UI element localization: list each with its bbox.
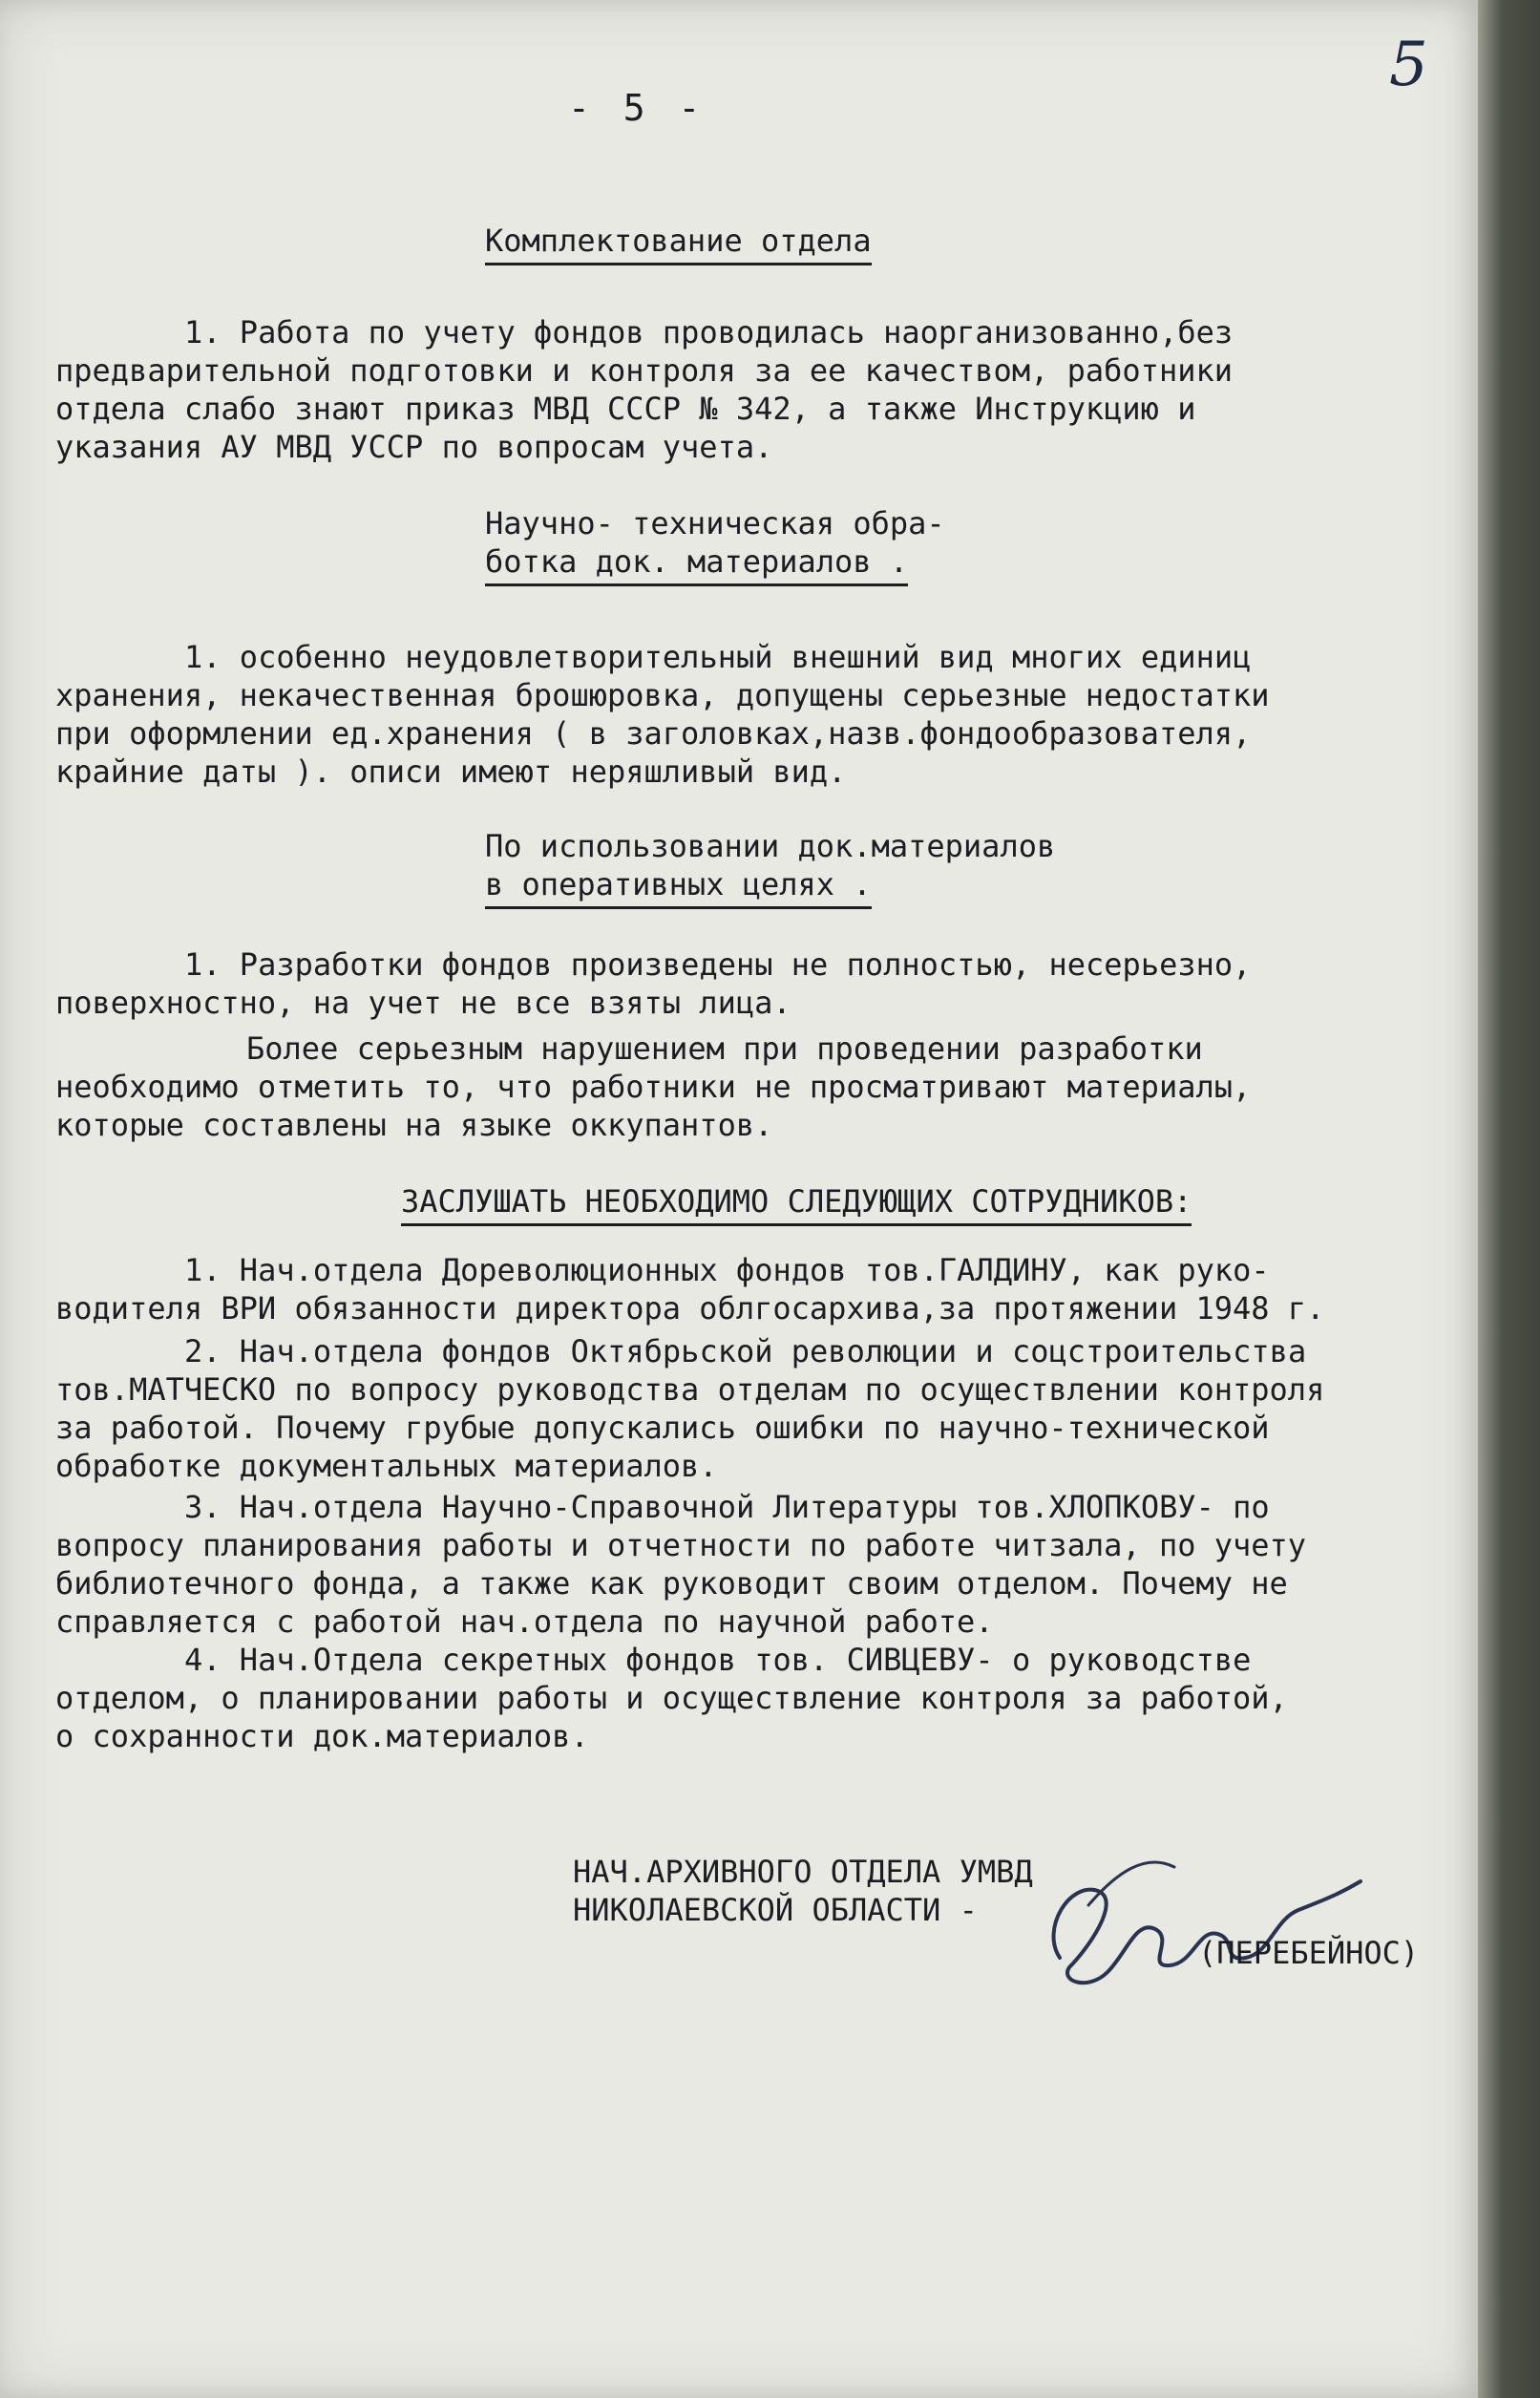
signature-title-line: НИКОЛАЕВСКОЙ ОБЛАСТИ - [573,1892,978,1928]
text-line: при оформлении ед.хранения ( в заголовках,назв.фондообразователя, [55,715,1252,752]
signature-title-line: НАЧ.АРХИВНОГО ОТДЕЛА УМВД [573,1854,1033,1890]
signature-title [573,1853,1033,1929]
text-line: поверхностно, на учет не все взяты лица. [55,985,791,1021]
section-title-usage [485,827,1055,903]
section-title-acquisition [485,222,872,260]
section-title-line: ботка док. материалов . [485,543,908,586]
text-line: 2. Нач.отдела фондов Октябрьской революции и соцстроительства [184,1333,1307,1369]
section-title-line: По использовании док.материалов [485,828,1056,864]
text-line: необходимо отметить то, что работники не просматривают материалы, [55,1069,1252,1105]
signatory-name: (ПЕРЕБЕЙНОС) [1198,1935,1420,1971]
text-line: 4. Нач.Отдела секретных фондов тов. СИВЦЕВУ- о руководстве [184,1642,1252,1678]
hearing-item-2 [55,1332,1324,1485]
page-edge-shadow [1478,0,1540,2398]
text-line: 3. Нач.отдела Научно-Справочной Литературы тов.ХЛОПКОВУ- по [184,1489,1270,1525]
section-title-text: Комплектование отдела [485,223,872,265]
text-line: Более серьезным нарушением при проведении разработки [246,1030,1203,1067]
text-line: тов.МАТЧЕСКО по вопросу руководства отделам по осуществлении контроля [55,1371,1325,1408]
hearing-item-3 [55,1488,1306,1641]
text-line: вопросу планирования работы и отчетности по работе читзала, по учету [55,1527,1307,1563]
paragraph-acquisition-1 [55,313,1233,466]
text-line: 1. Нач.отдела Дореволюционных фондов тов.ГАЛДИНУ, как руко- [184,1252,1270,1288]
hearing-item-1 [55,1251,1324,1327]
handwritten-signature [1031,1814,1365,2005]
text-line: которые составлены на языке оккупантов. [55,1107,773,1143]
text-line: библиотечного фонда, а также как руководит своим отделом. Почему не [55,1565,1288,1602]
text-line: указания АУ МВД УССР по вопросам учета. [55,429,773,465]
section-title-processing [485,504,945,581]
page-number: - 5 - [568,87,707,129]
text-line: крайние даты ). описи имеют неряшливый вид. [55,753,847,790]
text-line: отдела слабо знают приказ МВД СССР № 342, а также Инструкцию и [55,391,1196,427]
text-line: обработке документальных материалов. [55,1448,718,1484]
handwritten-page-number: 5 [1389,30,1428,100]
hearing-title [401,1182,1192,1220]
text-line: за работой. Почему грубые допускались ошибки по научно-технической [55,1410,1270,1446]
text-line: о сохранности док.материалов. [55,1718,589,1754]
text-line: хранения, некачественная брошюровка, допущены серьезные недостатки [55,677,1270,713]
text-line: 1. Разработки фондов произведены не полностью, несерьезно, [184,946,1252,983]
section-title-line: в оперативных целях . [485,866,872,909]
hearing-title-text: ЗАСЛУШАТЬ НЕОБХОДИМО СЛЕДУЮЩИХ СОТРУДНИКОВ: [401,1183,1192,1226]
paragraph-processing-1 [55,638,1270,791]
text-line: предварительной подготовки и контроля за ее качеством, работники [55,352,1233,389]
text-line: водителя ВРИ обязанности директора облгосархива,за протяжении 1948 г. [55,1290,1325,1326]
text-line: отделом, о планировании работы и осуществление контроля за работой, [55,1680,1288,1716]
section-title-line: Научно- техническая обра- [485,505,945,541]
paragraph-usage-2 [55,1029,1251,1144]
text-line: 1. Работа по учету фондов проводилась наорганизованно,без [184,314,1234,350]
paragraph-usage-1 [55,945,1251,1022]
text-line: 1. особенно неудовлетворительный внешний вид многих единиц [184,639,1252,675]
text-line: справляется с работой нач.отдела по научной работе. [55,1603,994,1640]
hearing-item-4 [55,1641,1288,1755]
